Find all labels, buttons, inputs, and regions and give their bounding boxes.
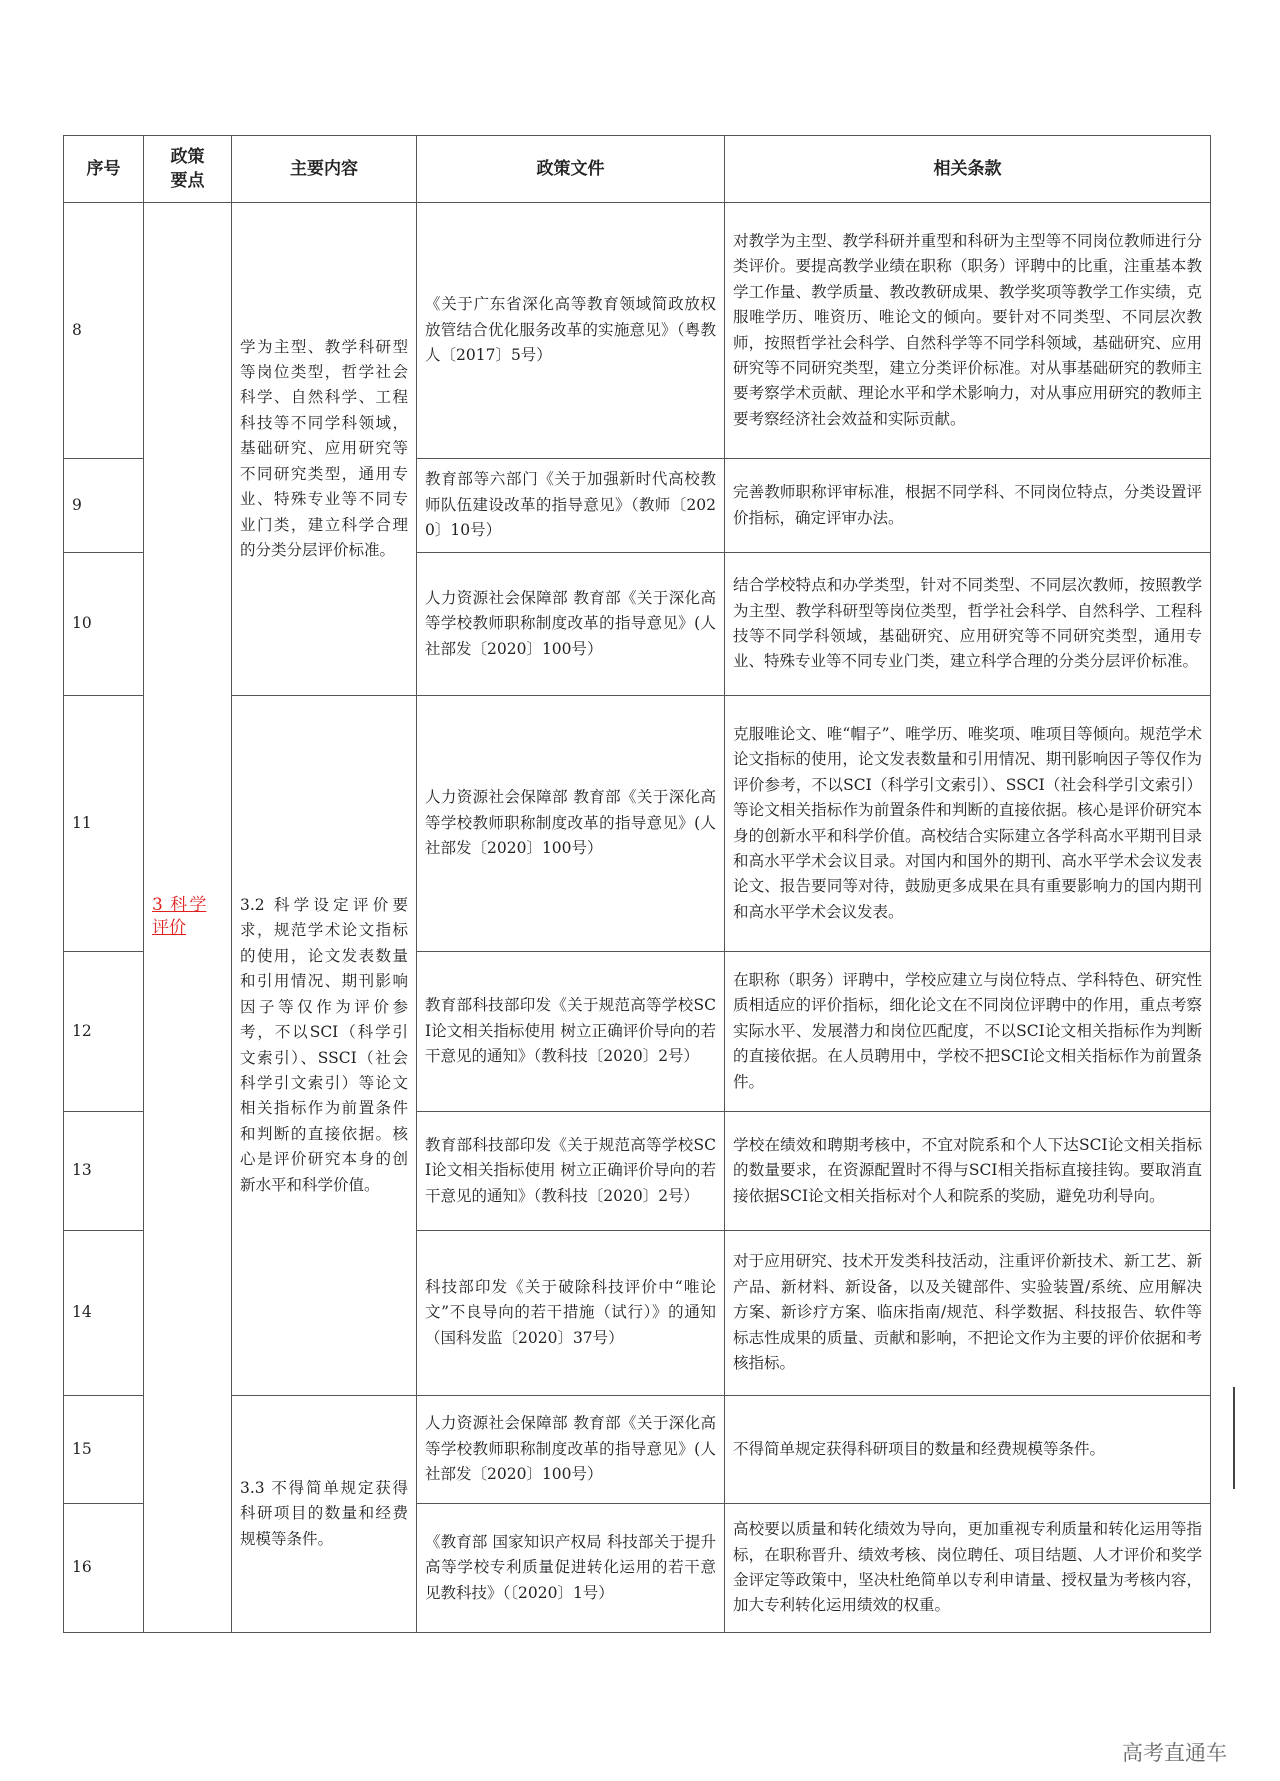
row-number: 14 xyxy=(64,1231,144,1396)
row-number: 9 xyxy=(64,459,144,553)
row-number: 8 xyxy=(64,203,144,459)
header-point-label: 政策要点 xyxy=(170,147,205,191)
clause-cell: 不得简单规定获得科研项目的数量和经费规模等条件。 xyxy=(725,1396,1211,1504)
header-doc: 政策文件 xyxy=(417,136,725,203)
main-content-cell: 3.2 科学设定评价要求，规范学术论文指标的使用，论文发表数量和引用情况、期刊影响因子等仅作为评价参考，不以SCI（科学引文索引）、SSCI（社会科学引文索引）等论文相关指标作为前置条件和判断的直接依据。核心是评价研究本身的创新水平和科学价值。 xyxy=(232,696,417,1396)
clause-cell: 克服唯论文、唯“帽子”、唯学历、唯奖项、唯项目等倾向。规范学术论文指标的使用，论文发表数量和引用情况、期刊影响因子等仅作为评价参考，不以SCI（科学引文索引）、SSCI（社会科学引文索引）等论文相关指标作为前置条件和判断的直接依据。核心是评价研究本身的创新水平和科学价值。高校结合实际建立各学科高水平期刊目录和高水平学术会议目录。对国内和国外的期刊、高水平学术会议发表论文、报告要同等对待，鼓励更多成果在具有重要影响力的国内期刊和高水平学术会议发表。 xyxy=(725,696,1211,952)
row-number: 16 xyxy=(64,1504,144,1633)
clause-cell: 对于应用研究、技术开发类科技活动，注重评价新技术、新工艺、新产品、新材料、新设备，以及关键部件、实验装置/系统、应用解决方案、新诊疗方案、临床指南/规范、科学数据、科技报告、软件等标志性成果的质量、贡献和影响，不把论文作为主要的评价依据和考核指标。 xyxy=(725,1231,1211,1396)
table-row xyxy=(64,696,1211,952)
table-row xyxy=(64,203,1211,459)
clause-cell: 学校在绩效和聘期考核中，不宜对院系和个人下达SCI论文相关指标的数量要求，在资源配置时不得与SCI相关指标直接挂钩。要取消直接依据SCI论文相关指标对个人和院系的奖励，避免功利导向。 xyxy=(725,1112,1211,1231)
policy-doc-cell: 人力资源社会保障部 教育部《关于深化高等学校教师职称制度改革的指导意见》(人社部发〔2020〕100号） xyxy=(417,1396,725,1504)
row-number: 13 xyxy=(64,1112,144,1231)
policy-doc-cell: 人力资源社会保障部 教育部《关于深化高等学校教师职称制度改革的指导意见》(人社部发〔2020〕100号） xyxy=(417,553,725,696)
header-point xyxy=(144,136,232,203)
watermark: 高考直通车 xyxy=(1122,1741,1227,1765)
table-row xyxy=(64,1396,1211,1504)
header-num: 序号 xyxy=(64,136,144,203)
policy-table xyxy=(63,135,1211,1633)
policy-doc-cell: 《关于广东省深化高等教育领域简政放权放管结合优化服务改革的实施意见》（粤教人〔2017〕5号） xyxy=(417,203,725,459)
table-header-row xyxy=(64,136,1211,203)
main-content-cell: 学为主型、教学科研型等岗位类型，哲学社会科学、自然科学、工程科技等不同学科领域，基础研究、应用研究等不同研究类型，通用专业、特殊专业等不同专业门类，建立科学合理的分类分层评价标准。 xyxy=(232,203,417,696)
policy-doc-cell: 《教育部 国家知识产权局 科技部关于提升高等学校专利质量促进转化运用的若干意见教科技》（〔2020〕1号） xyxy=(417,1504,725,1633)
policy-point-cell xyxy=(144,203,232,1633)
clause-cell: 完善教师职称评审标准，根据不同学科、不同岗位特点，分类设置评价指标，确定评审办法。 xyxy=(725,459,1211,553)
policy-doc-cell: 科技部印发《关于破除科技评价中“唯论文”不良导向的若干措施（试行）》的通知（国科发监〔2020〕37号） xyxy=(417,1231,725,1396)
row-number: 12 xyxy=(64,952,144,1112)
margin-rule xyxy=(1233,1387,1235,1489)
row-number: 11 xyxy=(64,696,144,952)
policy-point-link[interactable]: 3 科学评价 xyxy=(152,894,207,938)
policy-doc-cell: 教育部科技部印发《关于规范高等学校SCI论文相关指标使用 树立正确评价导向的若干意见的通知》（教科技〔2020〕2号） xyxy=(417,1112,725,1231)
main-content-cell: 3.3 不得简单规定获得科研项目的数量和经费规模等条件。 xyxy=(232,1396,417,1633)
row-number: 10 xyxy=(64,553,144,696)
policy-doc-cell: 人力资源社会保障部 教育部《关于深化高等学校教师职称制度改革的指导意见》(人社部发〔2020〕100号） xyxy=(417,696,725,952)
clause-cell: 在职称（职务）评聘中，学校应建立与岗位特点、学科特色、研究性质相适应的评价指标，细化论文在不同岗位评聘中的作用，重点考察实际水平、发展潜力和岗位匹配度，不以SCI论文相关指标作为判断的直接依据。在人员聘用中，学校不把SCI论文相关指标作为前置条件。 xyxy=(725,952,1211,1112)
header-clause: 相关条款 xyxy=(725,136,1211,203)
policy-doc-cell: 教育部科技部印发《关于规范高等学校SCI论文相关指标使用 树立正确评价导向的若干意见的通知》（教科技〔2020〕2号） xyxy=(417,952,725,1112)
policy-doc-cell: 教育部等六部门《关于加强新时代高校教师队伍建设改革的指导意见》（教师〔2020〕10号） xyxy=(417,459,725,553)
row-number: 15 xyxy=(64,1396,144,1504)
clause-cell: 对教学为主型、教学科研并重型和科研为主型等不同岗位教师进行分类评价。要提高教学业绩在职称（职务）评聘中的比重，注重基本教学工作量、教学质量、教改教研成果、教学奖项等教学工作实绩，克服唯学历、唯资历、唯论文的倾向。要针对不同类型、不同层次教师，按照哲学社会科学、自然科学等不同学科领域，基础研究、应用研究等不同研究类型，建立分类评价标准。对从事基础研究的教师主要考察学术贡献、理论水平和学术影响力，对从事应用研究的教师主要考察经济社会效益和实际贡献。 xyxy=(725,203,1211,459)
clause-cell: 结合学校特点和办学类型，针对不同类型、不同层次教师，按照教学为主型、教学科研型等岗位类型，哲学社会科学、自然科学、工程科技等不同学科领域，基础研究、应用研究等不同研究类型，通用专业、特殊专业等不同专业门类，建立科学合理的分类分层评价标准。 xyxy=(725,553,1211,696)
header-content: 主要内容 xyxy=(232,136,417,203)
clause-cell: 高校要以质量和转化绩效为导向，更加重视专利质量和转化运用等指标，在职称晋升、绩效考核、岗位聘任、项目结题、人才评价和奖学金评定等政策中，坚决杜绝简单以专利申请量、授权量为考核内容，加大专利转化运用绩效的权重。 xyxy=(725,1504,1211,1633)
